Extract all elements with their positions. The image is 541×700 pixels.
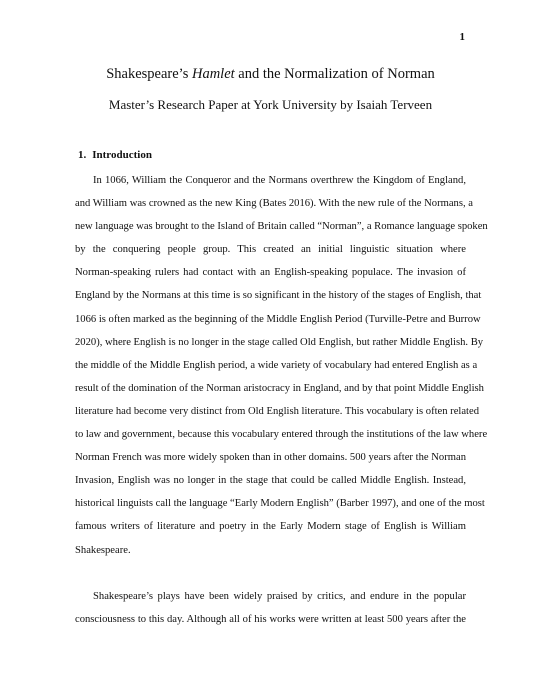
paragraph: [75, 585, 466, 631]
section-number: 1.: [78, 149, 87, 161]
title-italic-work: Hamlet: [191, 66, 235, 82]
text-line: the middle of the Middle English period, a wide variety of vocabulary had entered English as a: [75, 359, 478, 371]
text-line: consciousness to this day. Although all of his works were written at least 500 years after the: [75, 614, 466, 626]
title-text-after: and the Normalization of Norman: [234, 66, 435, 82]
text-line: famous writers of literature and poetry in the Early Modern stage of English is William: [75, 521, 466, 533]
paragraph: [75, 169, 488, 562]
paper-subtitle: Master’s Research Paper at York University by Isaiah Terveen: [108, 97, 433, 112]
section-heading: [78, 149, 152, 161]
text-line: literature had become very distinct from Old English literature. This vocabulary is often related: [75, 405, 480, 417]
page-number: 1: [459, 31, 465, 43]
title-text-before: Shakespeare’s: [106, 66, 192, 82]
text-line: Invasion, English was no longer in the stage that could be called Middle English. Instead,: [75, 475, 466, 487]
text-line: Norman-speaking rulers had contact with an English-speaking populace. The invasion of: [75, 267, 466, 279]
text-line: Shakespeare’s plays have been widely praised by critics, and endure in the popular: [93, 591, 466, 602]
text-line: to law and government, because this vocabulary entered through the institutions of the law where: [75, 429, 488, 441]
text-line: 1066 is often marked as the beginning of the Middle English Period (Turville-Petre and Burrow: [75, 313, 481, 325]
section-title: Introduction: [92, 149, 152, 161]
text-line: Shakespeare.: [75, 544, 131, 556]
text-line: Norman French was more widely spoken than in other domains. 500 years after the Norman: [75, 452, 466, 464]
text-line: and William was crowned as the new King (Bates 2016). With the new rule of the Normans, a: [75, 198, 473, 210]
text-line: England by the Normans at this time is so significant in the history of the stages of English, that: [75, 290, 482, 302]
text-line: 2020), where English is no longer in the stage called Old English, but rather Middle English. By: [75, 336, 484, 348]
paper-title: [0, 66, 541, 83]
text-line: new language was brought to the Island of Britain called “Norman”, a Romance language spoken: [75, 221, 488, 233]
text-line: historical linguists call the language “Early Modern English” (Barber 1997), and one of the most: [75, 498, 485, 510]
text-line: by the conquering people group. This created an initial linguistic situation where: [75, 244, 466, 256]
text-line: In 1066, William the Conqueror and the Normans overthrew the Kingdom of England,: [93, 175, 466, 186]
text-line: result of the domination of the Norman aristocracy in England, and by that point Middle English: [75, 382, 484, 394]
